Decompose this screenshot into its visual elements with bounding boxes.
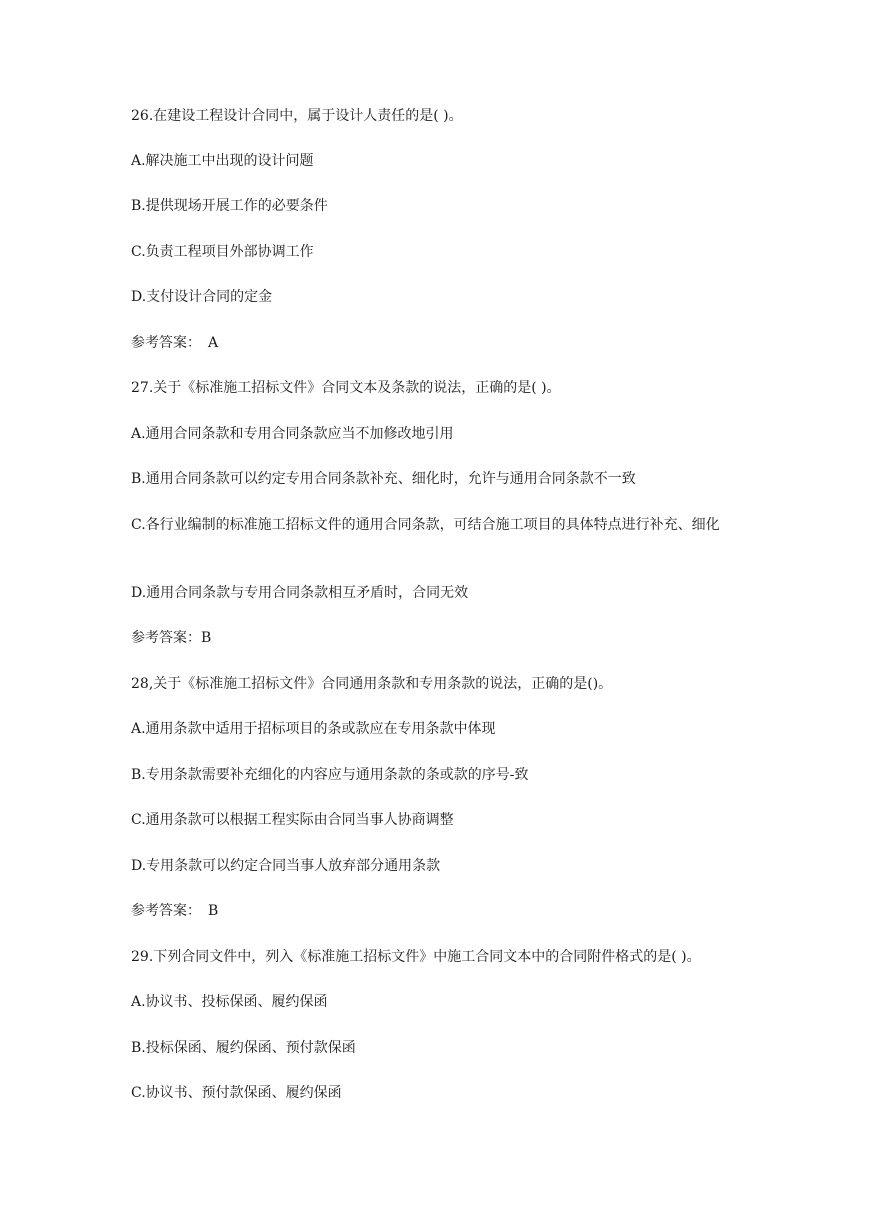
question-26-stem: 26.在建设工程设计合同中，属于设计人责任的是( )。 xyxy=(131,108,463,124)
question-27-option-c: C.各行业编制的标准施工招标文件的通用合同条款，可结合施工项目的具体特点进行补充、细化 xyxy=(131,517,720,533)
question-27-option-b: B.通用合同条款可以约定专用合同条款补充、细化时，允许与通用合同条款不一致 xyxy=(131,471,636,487)
question-27-option-d: D.通用合同条款与专用合同条款相互矛盾时，合同无效 xyxy=(131,585,469,601)
question-26-option-d: D.支付设计合同的定金 xyxy=(131,289,273,305)
question-26-answer: 参考答案： A xyxy=(131,335,219,351)
question-29-option-b: B.投标保函、履约保函、预付款保函 xyxy=(131,1040,356,1056)
question-28-option-d: D.专用条款可以约定合同当事人放弃部分通用条款 xyxy=(131,858,441,874)
question-29-option-a: A.协议书、投标保函、履约保函 xyxy=(131,994,328,1010)
question-26-option-c: C.负责工程项目外部协调工作 xyxy=(131,244,314,260)
question-26-option-b: B.提供现场开展工作的必要条件 xyxy=(131,198,328,214)
question-28-stem: 28,关于《标准施工招标文件》合同通用条款和专用条款的说法，正确的是()。 xyxy=(131,676,613,692)
question-29-stem: 29.下列合同文件中，列入《标准施工招标文件》中施工合同文本中的合同附件格式的是( )。 xyxy=(131,949,701,965)
question-26-option-a: A.解决施工中出现的设计问题 xyxy=(131,153,314,169)
question-29-option-c: C.协议书、预付款保函、履约保函 xyxy=(131,1085,342,1101)
question-27-option-a: A.通用合同条款和专用合同条款应当不加修改地引用 xyxy=(131,426,454,442)
question-27-answer: 参考答案：B xyxy=(131,630,212,646)
question-28-answer: 参考答案： B xyxy=(131,903,219,919)
question-28-option-b: B.专用条款需要补充细化的内容应与通用条款的条或款的序号-致 xyxy=(131,767,529,783)
question-28-option-c: C.通用条款可以根据工程实际由合同当事人协商调整 xyxy=(131,812,454,828)
question-28-option-a: A.通用条款中适用于招标项目的条或款应在专用条款中体现 xyxy=(131,721,496,737)
question-27-stem: 27.关于《标准施工招标文件》合同文本及条款的说法，正确的是( )。 xyxy=(131,380,561,396)
